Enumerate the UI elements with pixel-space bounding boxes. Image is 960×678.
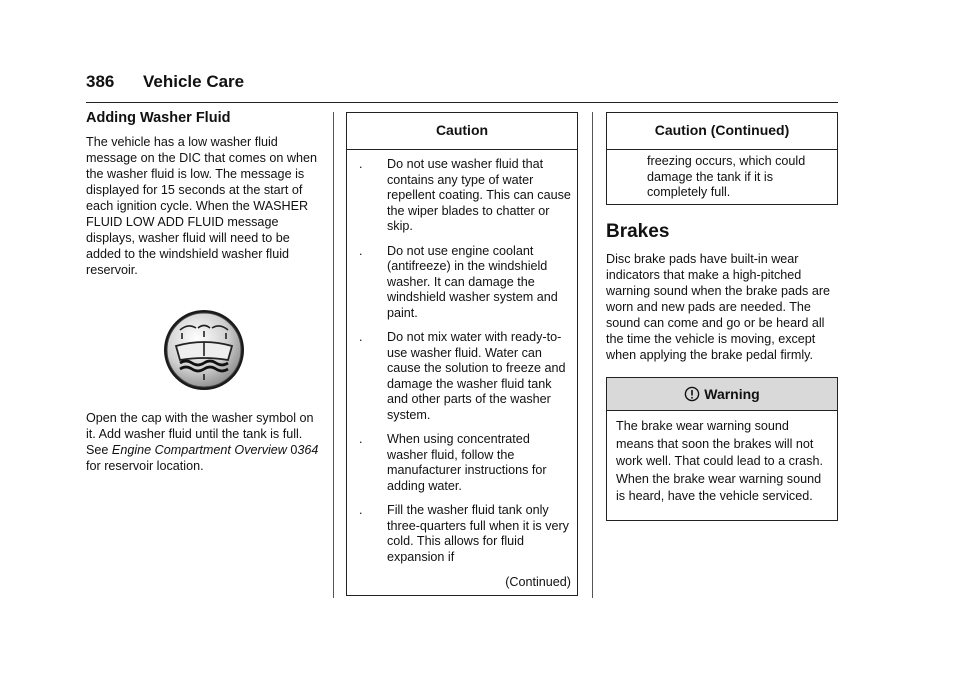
caution-item-text: Do not use washer fluid that contains any type of water repellent coating. This can cause the wiper blades to chatter or skip. [387, 157, 571, 233]
warning-title: Warning [704, 386, 760, 402]
section-title: Vehicle Care [143, 72, 245, 91]
warning-text: The brake wear warning sound means that soon the brakes will not work well. That could lead to a crash. When the brake wear warning sound is heard, have the vehicle serviced. [616, 419, 823, 503]
xref-arrow: 0 [290, 443, 298, 457]
instruction-text: Open the cap with the washer symbol on it. Add washer fluid until the tank is full. See [86, 411, 314, 457]
bullet: . [359, 243, 363, 258]
column-divider [333, 112, 334, 598]
brakes-heading: Brakes [606, 221, 670, 242]
caution-item-text: Do not mix water with ready-to-use washer fluid. Water can cause the solution to freeze and damage the washer fluid tank and other parts of the washer system. [387, 330, 566, 422]
caution-item [353, 330, 571, 423]
caution-item [353, 503, 571, 565]
caution-box [346, 112, 578, 596]
warning-header [607, 378, 837, 411]
washer-fluid-column [86, 110, 322, 474]
caution-continued-box [606, 112, 838, 205]
bullet: . [359, 432, 363, 446]
caution-item-text: Do not use engine coolant (antifreeze) in the windshield washer. It can damage the windshield washer system and paint. [387, 243, 558, 320]
caution-continued-text: freezing occurs, which could damage the tank if it is completely full. [647, 154, 806, 199]
instruction-text-end: for reservoir location. [86, 459, 204, 473]
caution-item [353, 244, 571, 322]
washer-fluid-heading: Adding Washer Fluid [86, 110, 231, 126]
washer-fluid-intro: The vehicle has a low washer fluid message on the DIC that comes on when the washer fluid is low. The message is displayed for 15 seconds at the start of each ignition cycle. When the WASHER FLUID LOW ADD FLUID message displays, washer fluid will need to be added to the windshield washer fluid reservoir. [86, 135, 318, 277]
continued-label: (Continued) [505, 575, 571, 589]
page-number: 386 [86, 72, 115, 91]
caution-item [353, 432, 571, 494]
caution-item-text: Fill the washer fluid tank only three-quarters full when it is very cold. This allows for fluid expansion if [387, 503, 569, 564]
caution-item [353, 157, 571, 235]
xref-page-link[interactable]: 364 [297, 443, 319, 457]
bullet: . [359, 157, 363, 171]
brakes-text: Disc brake pads have built-in wear indicators that make a high-pitched warning sound when the brake pads are worn and new pads are needed. The sound can come and go or be heard all the time the vehicle is moving, except when applying the brake pedal firmly. [606, 252, 831, 362]
right-column [606, 112, 838, 521]
warning-symbol-icon [684, 386, 700, 402]
caution-title: Caution [347, 113, 577, 150]
bullet: . [359, 503, 363, 517]
bullet: . [359, 330, 363, 344]
engine-compartment-xref-link[interactable]: Engine Compartment Overview [111, 443, 287, 457]
caution-list [347, 150, 577, 565]
page-header [86, 72, 838, 103]
caution-continued-title: Caution (Continued) [607, 113, 837, 150]
warning-box [606, 377, 838, 521]
column-divider [592, 112, 593, 598]
caution-item-text: When using concentrated washer fluid, follow the manufacturer instructions for adding water. [387, 432, 547, 493]
washer-fluid-symbol-icon [86, 308, 322, 392]
washer-fluid-instruction [86, 410, 322, 474]
